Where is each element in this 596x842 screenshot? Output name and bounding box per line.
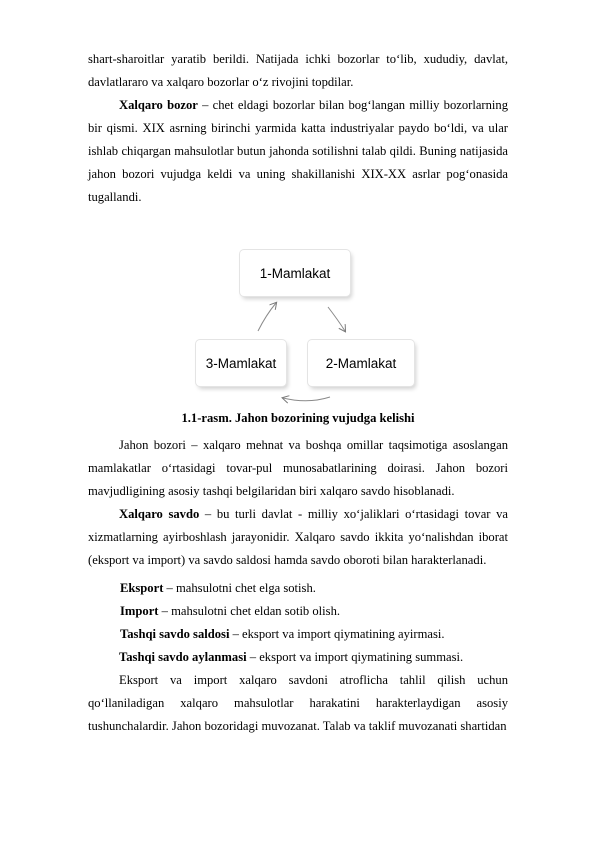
figure-caption: 1.1-rasm. Jahon bozorining vujudga kelishi bbox=[181, 411, 415, 425]
definition-export-text: – mahsulotni chet elga sotish. bbox=[163, 581, 316, 595]
definition-trade-balance bbox=[120, 623, 540, 646]
box-country-2: 2-Mamlakat bbox=[308, 340, 414, 386]
definition-international-trade: – bu turli davlat - milliy xo‘jaliklari o‘rtasidagi tovar va xizmatlarning ayirboshlash jarayonidir. Xalqaro savdo ikkita yo‘nalishdan iborat (eksport va import) va savdo saldosi hamda savdo oboroti bilan harakterlanadi. bbox=[88, 507, 508, 567]
paragraph-world-market: Jahon bozori – xalqaro mehnat va boshqa omillar taqsimotiga asoslangan mamlakatlar o‘rtasidagi tovar-pul munosabatlarining doirasi. Jahon bozori mavjudligining asosiy tashqi belgilaridan biri xalqaro savdo hisoblanadi. bbox=[88, 438, 508, 498]
paragraph-intro: shart-sharoitlar yaratib berildi. Natijada ichki bozorlar to‘lib, xududiy, davlat, davlatlararo va xalqaro bozorlar o‘z rivojini topdilar. bbox=[88, 52, 508, 89]
arrow-3-to-1 bbox=[258, 303, 276, 331]
term-international-market: Xalqaro bozor bbox=[119, 98, 198, 112]
definition-export bbox=[120, 577, 540, 600]
box-country-1: 1-Mamlakat bbox=[240, 250, 350, 296]
diagram-world-market-cycle bbox=[180, 245, 420, 405]
definition-trade-turnover bbox=[119, 646, 539, 669]
arrow-1-to-2 bbox=[328, 307, 345, 331]
definition-trade-balance-text: – eksport va import qiymatining ayirmasi. bbox=[229, 627, 445, 641]
term-trade-balance: Tashqi savdo saldosi bbox=[120, 627, 230, 641]
box-country-3: 3-Mamlakat bbox=[196, 340, 286, 386]
definition-import bbox=[120, 600, 540, 623]
arrow-2-to-3 bbox=[283, 397, 330, 401]
definition-trade-turnover-text: – eksport va import qiymatining summasi. bbox=[246, 650, 464, 664]
paragraph-export-import: Eksport va import xalqaro savdoni atroflicha tahlil qilish uchun qo‘llaniladigan xalqaro mahsulotlar harakatini harakterlaydigan asosiy tushunchalardir. Jahon bozoridagi muvozanat. Talab va taklif muvozanati shartidan bbox=[88, 673, 508, 733]
paragraph-international-trade bbox=[88, 503, 508, 572]
paragraph-international-market bbox=[88, 94, 508, 209]
term-international-trade: Xalqaro savdo bbox=[119, 507, 200, 521]
definition-import-text: – mahsulotni chet eldan sotib olish. bbox=[158, 604, 341, 618]
definition-international-market: – chet eldagi bozorlar bilan bog‘langan milliy bozorlarning bir qismi. XIX asrning birinchi yarmida katta industriyalar paydo bo‘ldi, va ular ishlab chiqargan mahsulotlar butun jahonda sotilishni talab qildi. Buning natijasida jahon bozori vujudga keldi va uning shakillanishi XIX-XX asrlar pog‘onasida tugallandi. bbox=[88, 98, 508, 204]
term-export: Eksport bbox=[120, 581, 164, 595]
term-import: Import bbox=[120, 604, 159, 618]
term-trade-turnover: Tashqi savdo aylanmasi bbox=[119, 650, 247, 664]
